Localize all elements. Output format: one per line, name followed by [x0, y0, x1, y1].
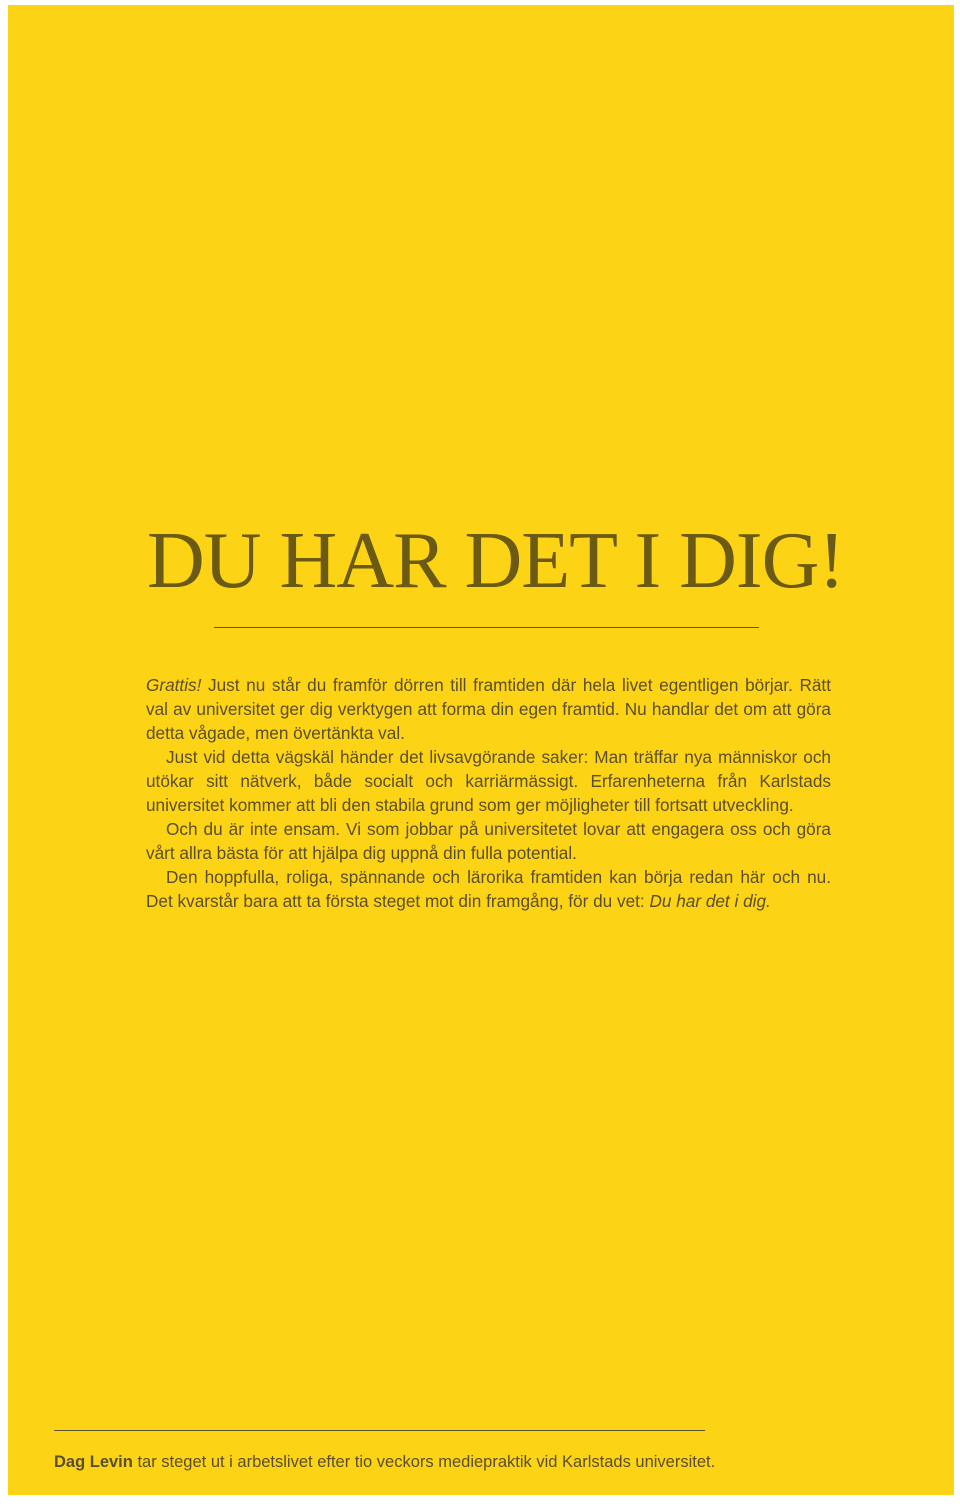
headline-divider	[214, 627, 759, 628]
headline: DU HAR DET I DIG!	[147, 517, 844, 605]
footer-byline	[54, 1451, 715, 1473]
paragraph-not-alone: Och du är inte ensam. Vi som jobbar på universitetet lovar att engagera oss och göra vårt allra bästa för att hjälpa dig uppnå din fulla potential.	[146, 819, 831, 863]
intro-lead: Grattis!	[146, 675, 202, 695]
intro-text: Just nu står du framför dörren till framtiden där hela livet egentligen börjar. Rätt val av universitet ger dig verktygen att forma din egen framtid. Nu handlar det om att göra detta vågade, men övertänkta val.	[146, 675, 831, 743]
future-text: Den hoppfulla, roliga, spännande och lärorika framtiden kan börja redan här och nu. Det kvarstår bara att ta första steget mot din framgång, för du vet:	[146, 867, 831, 911]
paragraph-intro	[146, 673, 831, 745]
footer-author: Dag Levin	[54, 1453, 133, 1471]
paragraph-future	[146, 865, 831, 913]
page-background	[8, 5, 954, 1495]
paragraph-crossroads: Just vid detta vägskäl händer det livsavgörande saker: Man träffar nya människor och utökar sitt nätverk, både socialt och karriärmässigt. Erfarenheterna från Karlstads universitet kommer att bli den stabila grund som ger möjligheter till fortsatt utveckling.	[146, 747, 831, 815]
footer-divider	[54, 1430, 705, 1431]
footer-text: tar steget ut i arbetslivet efter tio veckors mediepraktik vid Karlstads universitet.	[132, 1453, 716, 1471]
future-tail: Du har det i dig.	[649, 891, 771, 911]
body-text	[146, 673, 831, 913]
